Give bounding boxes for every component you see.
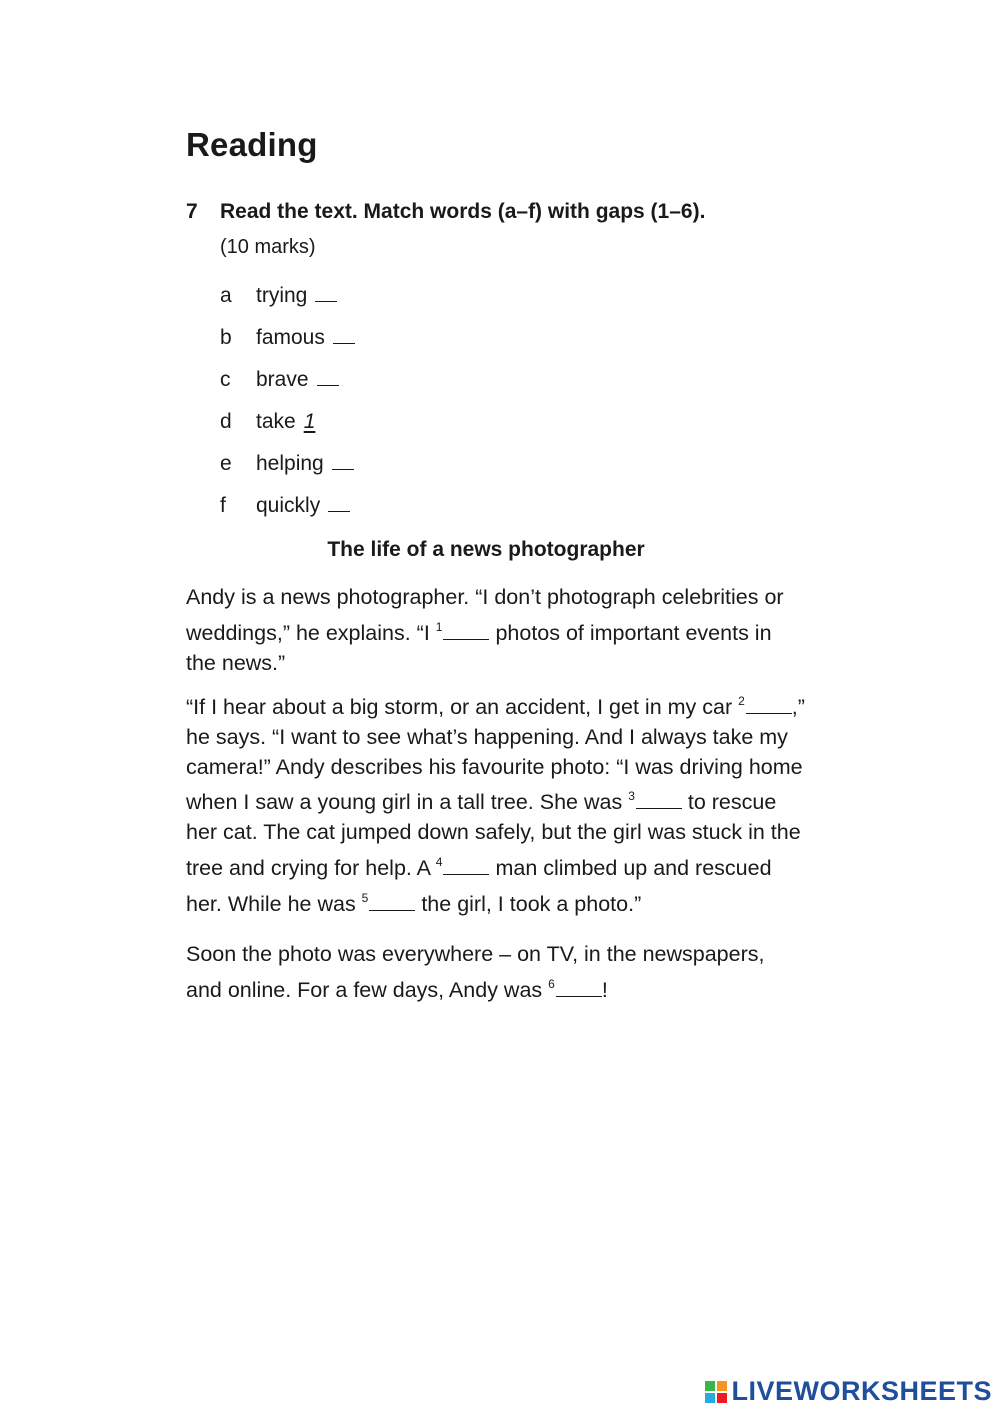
option-letter: f (220, 494, 226, 517)
option-f (220, 492, 355, 534)
option-word: trying (256, 284, 308, 307)
gap-line (636, 790, 682, 809)
answer-blank[interactable] (332, 451, 354, 470)
logo-text: LIVEWORKSHEETS (731, 1376, 992, 1406)
article-paragraph-1 (186, 583, 806, 678)
gap-4[interactable] (436, 856, 490, 880)
gap-2[interactable] (738, 695, 792, 719)
task-text: Read the text. Match words (a–f) with gaps (1–6). (220, 200, 706, 223)
option-word: brave (256, 368, 309, 391)
gap-number: 6 (548, 976, 555, 991)
gap-line (443, 856, 489, 875)
option-e (220, 450, 355, 492)
gap-number: 4 (435, 854, 443, 869)
paragraph-text: ! (601, 977, 608, 1002)
gap-5[interactable] (362, 892, 416, 916)
gap-1[interactable] (436, 621, 490, 645)
paragraph-text: to rescue her cat. The cat jumped down safely, but the girl was stuck in the tree and crying for help. A (186, 790, 801, 880)
option-b (220, 324, 355, 366)
answer-blank[interactable] (317, 367, 339, 386)
section-heading: Reading (186, 126, 318, 163)
option-letter: a (220, 284, 232, 307)
option-letter: c (220, 368, 231, 391)
liveworksheets-logo (705, 1376, 992, 1407)
paragraph-text: ,” he says. “I want to see what’s happening. And I always take my camera!” Andy describes his favourite photo: “I was driving home when I saw a young girl in a tall tree. She was (186, 695, 805, 815)
gap-number: 1 (435, 619, 443, 634)
answer-blank[interactable] (328, 493, 350, 512)
option-letter: b (220, 326, 232, 349)
paragraph-text: man climbed up and rescued her. While he was (186, 855, 772, 916)
gap-3[interactable] (628, 790, 682, 814)
option-d (220, 408, 355, 450)
paragraph-text: the girl, I took a photo.” (415, 891, 642, 916)
option-word: quickly (256, 494, 321, 517)
gap-line (369, 892, 415, 911)
gap-line (556, 978, 602, 997)
option-word: helping (256, 452, 324, 475)
option-letter: e (220, 452, 232, 475)
answer-blank[interactable] (333, 325, 355, 344)
gap-6[interactable] (548, 978, 602, 1002)
option-c (220, 366, 355, 408)
gap-line (746, 695, 792, 714)
gap-number: 5 (361, 890, 369, 905)
paragraph-text: Soon the photo was everywhere – on TV, in the newspapers, and online. For a few days, Andy was (186, 942, 765, 1002)
option-word: take (256, 410, 296, 433)
option-a (220, 282, 355, 324)
paragraph-text: Andy is a news photographer. “I don’t photograph celebrities or weddings,” he explains. “I (186, 585, 784, 645)
gap-number: 2 (738, 694, 745, 708)
options-list (220, 282, 355, 534)
logo-grid-icon (705, 1381, 727, 1403)
answer-blank[interactable] (315, 283, 337, 302)
paragraph-text: photos of important events in the news.” (186, 620, 772, 675)
task-number: 7 (186, 200, 198, 223)
task-marks: (10 marks) (220, 236, 316, 258)
article-paragraph-3 (186, 940, 806, 1006)
gap-line (443, 621, 489, 640)
paragraph-text: “If I hear about a big storm, or an accident, I get in my car (186, 695, 739, 719)
article-paragraph-2 (186, 687, 806, 920)
option-word: famous (256, 326, 325, 349)
gap-number: 3 (628, 789, 635, 804)
answer-example: 1 (303, 410, 316, 433)
option-letter: d (220, 410, 232, 433)
task-instruction (186, 200, 705, 224)
article-title: The life of a news photographer (327, 538, 645, 561)
